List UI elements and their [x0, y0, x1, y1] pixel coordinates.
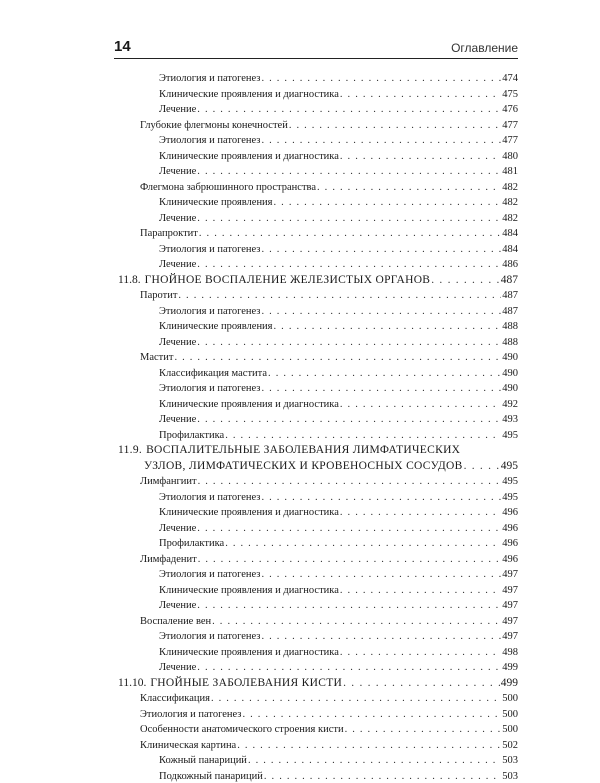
dot-leader — [178, 289, 501, 302]
dot-leader — [431, 274, 499, 287]
toc-entry-title: Лечение — [159, 522, 197, 534]
section-number: 11.9. — [118, 444, 143, 456]
toc-entry-title: Мастит — [140, 352, 174, 363]
toc-entry — [140, 227, 518, 240]
toc-page: 484 — [502, 228, 518, 239]
toc-entry — [159, 196, 518, 209]
toc-entry-title: Этиология и патогенез — [159, 135, 261, 146]
dot-leader — [464, 460, 500, 473]
toc-entry-title: Этиология и патогенез — [159, 305, 261, 317]
toc-entry-title: Парапроктит — [140, 228, 198, 239]
toc-entry-title: Этиология и патогенез — [159, 491, 261, 503]
toc-page: 495 — [502, 429, 518, 441]
toc-page: 475 — [502, 88, 518, 100]
toc-entry-title: Лечение — [159, 414, 197, 425]
toc-page: 500 — [502, 693, 518, 704]
dot-leader — [261, 382, 501, 395]
toc-entry — [140, 351, 518, 364]
toc-page: 500 — [502, 708, 518, 720]
toc-page: 484 — [502, 243, 518, 255]
toc-entry — [140, 553, 518, 566]
section-title: ВОСПАЛИТЕЛЬНЫЕ ЗАБОЛЕВАНИЯ ЛИМФАТИЧЕСКИХ — [146, 444, 461, 456]
dot-leader — [197, 599, 501, 612]
toc-entry-title: Клинические проявления и диагностика — [159, 88, 339, 100]
section-title-cont: УЗЛОВ, ЛИМФАТИЧЕСКИХ И КРОВЕНОСНЫХ СОСУДОВ — [144, 459, 463, 472]
toc-entry — [159, 754, 518, 767]
toc-entry — [159, 134, 518, 147]
dot-leader — [197, 103, 501, 116]
dot-leader — [317, 181, 501, 194]
toc-entry — [159, 305, 518, 318]
toc-entry-title: Профилактика — [159, 429, 225, 441]
dot-leader — [242, 708, 501, 721]
toc-page: 503 — [502, 770, 518, 782]
dot-leader — [197, 258, 501, 271]
toc-page: 495 — [502, 476, 518, 487]
dot-leader — [340, 584, 501, 597]
toc-page: 482 — [502, 181, 518, 193]
toc-section-heading — [118, 444, 460, 457]
toc-entry-title: Этиология и патогенез — [159, 631, 261, 642]
toc-section-heading-cont — [144, 460, 518, 473]
dot-leader — [248, 754, 501, 767]
toc-entry — [159, 568, 518, 581]
dot-leader — [197, 661, 501, 674]
dot-leader — [198, 553, 502, 566]
toc-page: 490 — [502, 367, 518, 379]
toc-page: 497 — [502, 615, 518, 627]
toc-entry-title: Профилактика — [159, 538, 225, 549]
toc-page: 497 — [502, 600, 518, 611]
toc-entry — [159, 584, 518, 597]
dot-leader — [197, 522, 501, 535]
toc-entry — [159, 429, 518, 442]
toc-entry — [159, 103, 518, 116]
toc-entry — [159, 599, 518, 612]
toc-page: 492 — [502, 398, 518, 410]
section-number: 11.10. — [118, 676, 147, 689]
toc-entry — [159, 398, 518, 411]
toc-entry — [159, 491, 518, 504]
toc-entry — [140, 692, 518, 705]
toc-entry-title: Клиническая картина — [140, 739, 237, 751]
toc-entry-title: Лечение — [159, 336, 197, 348]
toc-page: 482 — [502, 197, 518, 208]
toc-page: 477 — [502, 135, 518, 146]
toc-entry-title: Этиология и патогенез — [159, 243, 261, 255]
dot-leader — [197, 336, 501, 349]
toc-entry — [159, 72, 518, 85]
dot-leader — [197, 413, 501, 426]
dot-leader — [174, 351, 501, 364]
dot-leader — [261, 243, 501, 256]
toc-entry-title: Особенности анатомического строения кисти — [140, 724, 344, 735]
toc-page: 490 — [502, 383, 518, 394]
toc-page: 488 — [502, 336, 518, 348]
toc-entry — [159, 537, 518, 550]
toc-entry — [140, 615, 518, 628]
toc-entry-title: Клинические проявления и диагностика — [159, 584, 339, 596]
toc-page: 480 — [502, 150, 518, 162]
toc-page: 486 — [502, 259, 518, 270]
toc-entry-title: Клинические проявления и диагностика — [159, 398, 339, 410]
toc-entry-title: Этиология и патогенез — [159, 569, 261, 580]
toc-page: 477 — [502, 119, 518, 131]
dot-leader — [211, 692, 501, 705]
toc-page: 488 — [502, 321, 518, 332]
toc-page: 495 — [500, 459, 518, 472]
toc-page: 499 — [502, 662, 518, 673]
toc-entry-title: Паротит — [140, 290, 178, 301]
dot-leader — [289, 119, 501, 132]
dot-leader — [343, 677, 500, 690]
toc-page: 498 — [502, 646, 518, 658]
toc-entry-title: Лечение — [159, 166, 197, 177]
toc-page: 487 — [500, 273, 518, 286]
toc-entry-title: Классификация мастита — [159, 367, 268, 379]
dot-leader — [274, 320, 502, 333]
toc-page: 474 — [502, 73, 518, 84]
dot-leader — [268, 367, 501, 380]
dot-leader — [274, 196, 502, 209]
dot-leader — [345, 723, 502, 736]
dot-leader — [340, 398, 501, 411]
toc-page: 503 — [502, 755, 518, 766]
toc-entry-title: Клинические проявления — [159, 321, 273, 332]
toc-page: 476 — [502, 104, 518, 115]
toc-section-heading — [118, 677, 518, 690]
page-number: 14 — [114, 38, 131, 55]
dot-leader — [261, 305, 501, 318]
toc-entry — [159, 522, 518, 535]
toc-page: 496 — [502, 553, 518, 565]
toc-page: 482 — [502, 212, 518, 224]
toc-entry-title: Воспаление вен — [140, 615, 212, 627]
toc-entry — [140, 723, 518, 736]
toc-entry — [159, 661, 518, 674]
toc-entry-title: Клинические проявления — [159, 197, 273, 208]
toc-page: 495 — [502, 491, 518, 503]
toc-page: 496 — [502, 522, 518, 534]
toc-entry-title: Кожный панариций — [159, 755, 247, 766]
toc-entry-title: Лечение — [159, 104, 197, 115]
toc-entry — [159, 506, 518, 519]
dot-leader — [197, 165, 501, 178]
dot-leader — [264, 770, 501, 783]
section-number: 11.8. — [118, 273, 141, 286]
toc-entry — [159, 258, 518, 271]
dot-leader — [261, 491, 501, 504]
dot-leader — [197, 212, 501, 225]
running-title: Оглавление — [451, 41, 518, 55]
dot-leader — [225, 537, 501, 550]
toc-entry-title: Этиология и патогенез — [159, 73, 261, 84]
toc-entry — [140, 119, 518, 132]
dot-leader — [225, 429, 501, 442]
toc-entry — [159, 320, 518, 333]
toc-page: 490 — [502, 352, 518, 363]
toc-entry — [159, 336, 518, 349]
toc-entry — [159, 88, 518, 101]
dot-leader — [212, 615, 501, 628]
toc-page: 499 — [500, 676, 518, 689]
toc-entry-title: Лечение — [159, 600, 197, 611]
toc-entry — [159, 367, 518, 380]
dot-leader — [340, 646, 501, 659]
toc-entry — [159, 770, 518, 783]
toc-entry-title: Этиология и патогенез — [140, 708, 242, 720]
toc-entry — [159, 630, 518, 643]
dot-leader — [261, 630, 501, 643]
toc-entry-title: Классификация — [140, 693, 210, 704]
toc-entry — [140, 475, 518, 488]
toc-page: 500 — [502, 724, 518, 735]
toc-entry — [159, 165, 518, 178]
toc-entry — [140, 708, 518, 721]
toc-page: 493 — [502, 414, 518, 425]
dot-leader — [198, 475, 502, 488]
toc-entry — [159, 413, 518, 426]
toc-entry-title: Глубокие флегмоны конечностей — [140, 119, 288, 131]
toc-page: 487 — [502, 290, 518, 301]
toc-entry-title: Этиология и патогенез — [159, 383, 261, 394]
dot-leader — [340, 506, 501, 519]
toc-entry-title: Лимфангиит — [140, 476, 197, 487]
toc-entry — [140, 181, 518, 194]
toc-page: 496 — [502, 538, 518, 549]
toc-entry-title: Лечение — [159, 259, 197, 270]
toc-entry-title: Лечение — [159, 662, 197, 673]
section-title: ГНОЙНЫЕ ЗАБОЛЕВАНИЯ КИСТИ — [150, 676, 343, 689]
section-title: ГНОЙНОЕ ВОСПАЛЕНИЕ ЖЕЛЕЗИСТЫХ ОРГАНОВ — [144, 273, 431, 286]
toc-entry-title: Флегмона забрюшинного пространства — [140, 181, 317, 193]
toc-page: 487 — [502, 305, 518, 317]
dot-leader — [261, 72, 501, 85]
toc-page: 497 — [502, 584, 518, 596]
dot-leader — [340, 88, 501, 101]
toc-entry-title: Лимфаденит — [140, 553, 197, 565]
toc-entry-title: Клинические проявления и диагностика — [159, 150, 339, 162]
dot-leader — [340, 150, 501, 163]
toc-page: 496 — [502, 507, 518, 518]
dot-leader — [261, 134, 501, 147]
toc-page: 481 — [502, 166, 518, 177]
toc-entry-title: Подкожный панариций — [159, 770, 263, 782]
toc-entry — [159, 382, 518, 395]
toc-entry — [159, 150, 518, 163]
dot-leader — [261, 568, 501, 581]
toc-entry — [159, 243, 518, 256]
toc-entry — [159, 212, 518, 225]
toc-entry-title: Лечение — [159, 212, 197, 224]
toc-page: 502 — [502, 739, 518, 751]
dot-leader — [199, 227, 501, 240]
toc-entry — [140, 289, 518, 302]
toc-entry-title: Клинические проявления и диагностика — [159, 507, 339, 518]
toc-entry-title: Клинические проявления и диагностика — [159, 646, 339, 658]
toc-section-heading — [118, 274, 518, 287]
toc-entry — [159, 646, 518, 659]
toc-page: 497 — [502, 631, 518, 642]
toc-page: 497 — [502, 569, 518, 580]
